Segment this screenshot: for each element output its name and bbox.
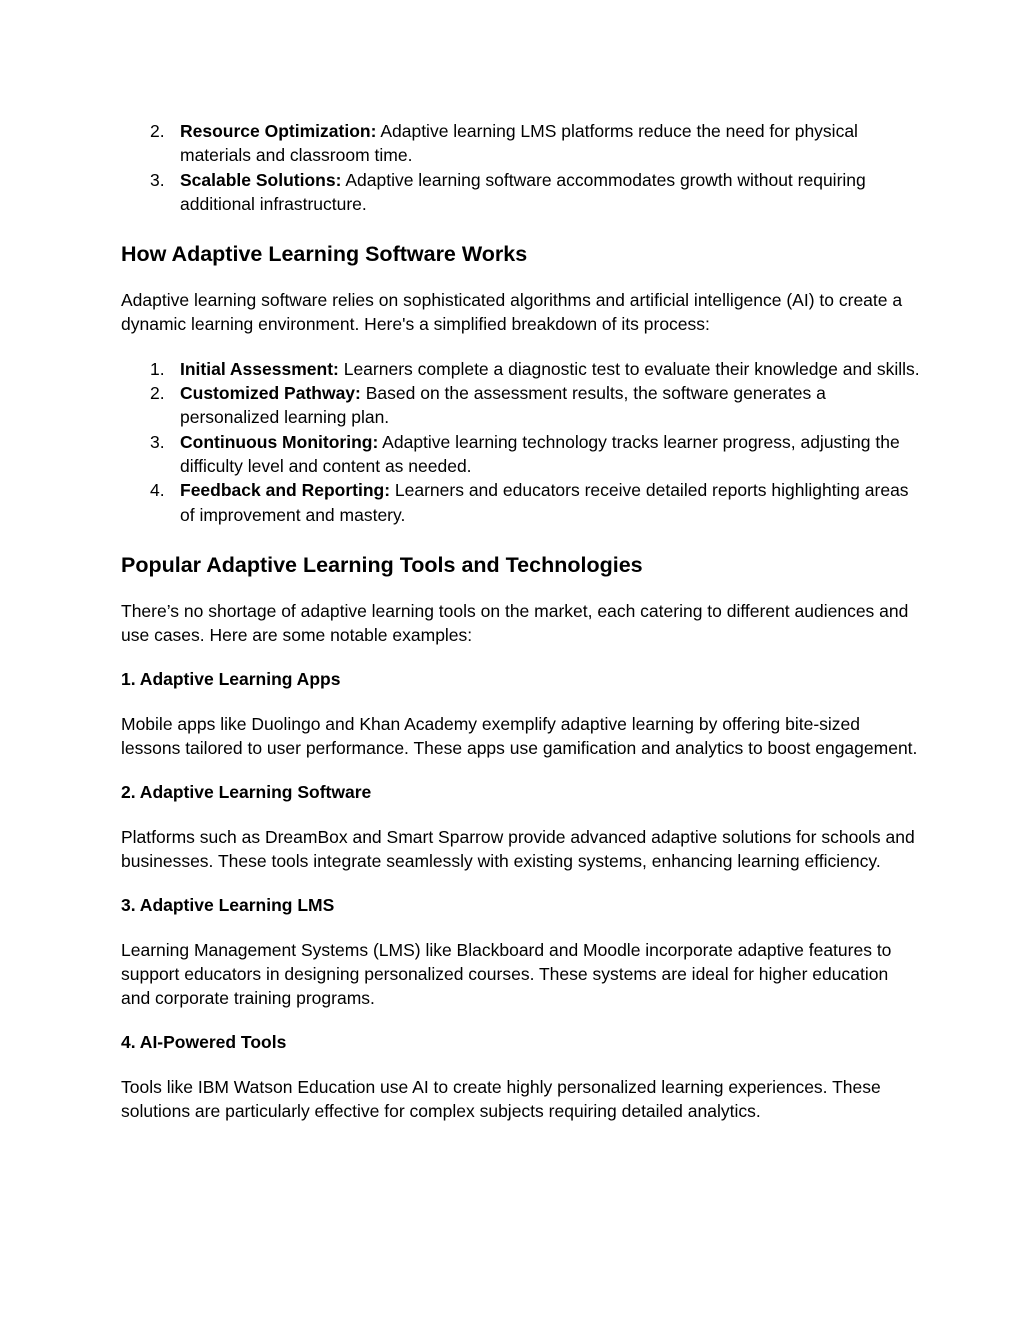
list-item-term: Initial Assessment: <box>180 358 339 379</box>
subsection-body: Platforms such as DreamBox and Smart Sparrow provide advanced adaptive solutions for schools and businesses. These tools integrate seamlessly with existing systems, enhancing learning efficiency. <box>121 826 915 871</box>
subsection-heading: 3. Adaptive Learning LMS <box>121 895 335 916</box>
section-heading-tools: Popular Adaptive Learning Tools and Technologies <box>121 552 643 577</box>
subsection-body: Learning Management Systems (LMS) like Blackboard and Moodle incorporate adaptive features to support educators in designing personalized courses. These systems are ideal for higher education and corporate training programs. <box>121 939 892 1009</box>
list-number: 2. <box>150 383 165 404</box>
subsection-body: Mobile apps like Duolingo and Khan Academy exemplify adaptive learning by offering bite-sized lessons tailored to user performance. These apps use gamification and analytics to boost engagement. <box>121 713 918 759</box>
list-number: 3. <box>150 169 165 190</box>
list-number: 3. <box>150 431 165 452</box>
document-page <box>121 119 921 1123</box>
list-item-text: Based on the assessment results, the software generates a personalized learning plan. <box>180 383 826 428</box>
list-item-term: Continuous Monitoring: <box>180 431 379 452</box>
list-number: 4. <box>150 480 165 501</box>
section-intro: There’s no shortage of adaptive learning tools on the market, each catering to different audiences and use cases. Here are some notable examples: <box>121 600 909 646</box>
subsection-body: Tools like IBM Watson Education use AI to create highly personalized learning experiences. These solutions are particularly effective for complex subjects requiring detailed analytics. <box>121 1076 881 1122</box>
list-number: 2. <box>150 121 165 141</box>
process-steps-list <box>121 357 921 527</box>
section-heading-how-it-works: How Adaptive Learning Software Works <box>121 242 528 267</box>
list-item-term: Customized Pathway: <box>180 383 361 404</box>
subsection-heading: 4. AI-Powered Tools <box>121 1032 287 1053</box>
list-item <box>121 430 921 479</box>
list-item <box>121 478 921 527</box>
list-item-term: Scalable Solutions: <box>180 169 342 190</box>
subsection-heading: 1. Adaptive Learning Apps <box>121 669 341 690</box>
list-item-text: Learners and educators receive detailed reports highlighting areas of improvement and mastery. <box>180 480 909 525</box>
list-item-text: Adaptive learning LMS platforms reduce the need for physical materials and classroom time. <box>180 121 858 166</box>
benefits-list-continued <box>121 119 921 216</box>
list-item <box>121 168 921 217</box>
list-number: 1. <box>150 358 165 379</box>
list-item-text: Adaptive learning software accommodates growth without requiring additional infrastructure. <box>180 169 866 214</box>
subsection-heading: 2. Adaptive Learning Software <box>121 782 372 803</box>
section-intro: Adaptive learning software relies on sophisticated algorithms and artificial intelligence (AI) to create a dynamic learning environment. Here's a simplified breakdown of its process: <box>121 290 903 335</box>
list-item <box>121 357 921 381</box>
list-item-text: Adaptive learning technology tracks learner progress, adjusting the difficulty level and content as needed. <box>180 431 900 476</box>
list-item-term: Feedback and Reporting: <box>180 480 391 501</box>
list-item <box>121 119 921 168</box>
list-item <box>121 381 921 430</box>
list-item-text: Learners complete a diagnostic test to evaluate their knowledge and skills. <box>338 358 920 379</box>
list-item-term: Resource Optimization: <box>180 121 377 141</box>
